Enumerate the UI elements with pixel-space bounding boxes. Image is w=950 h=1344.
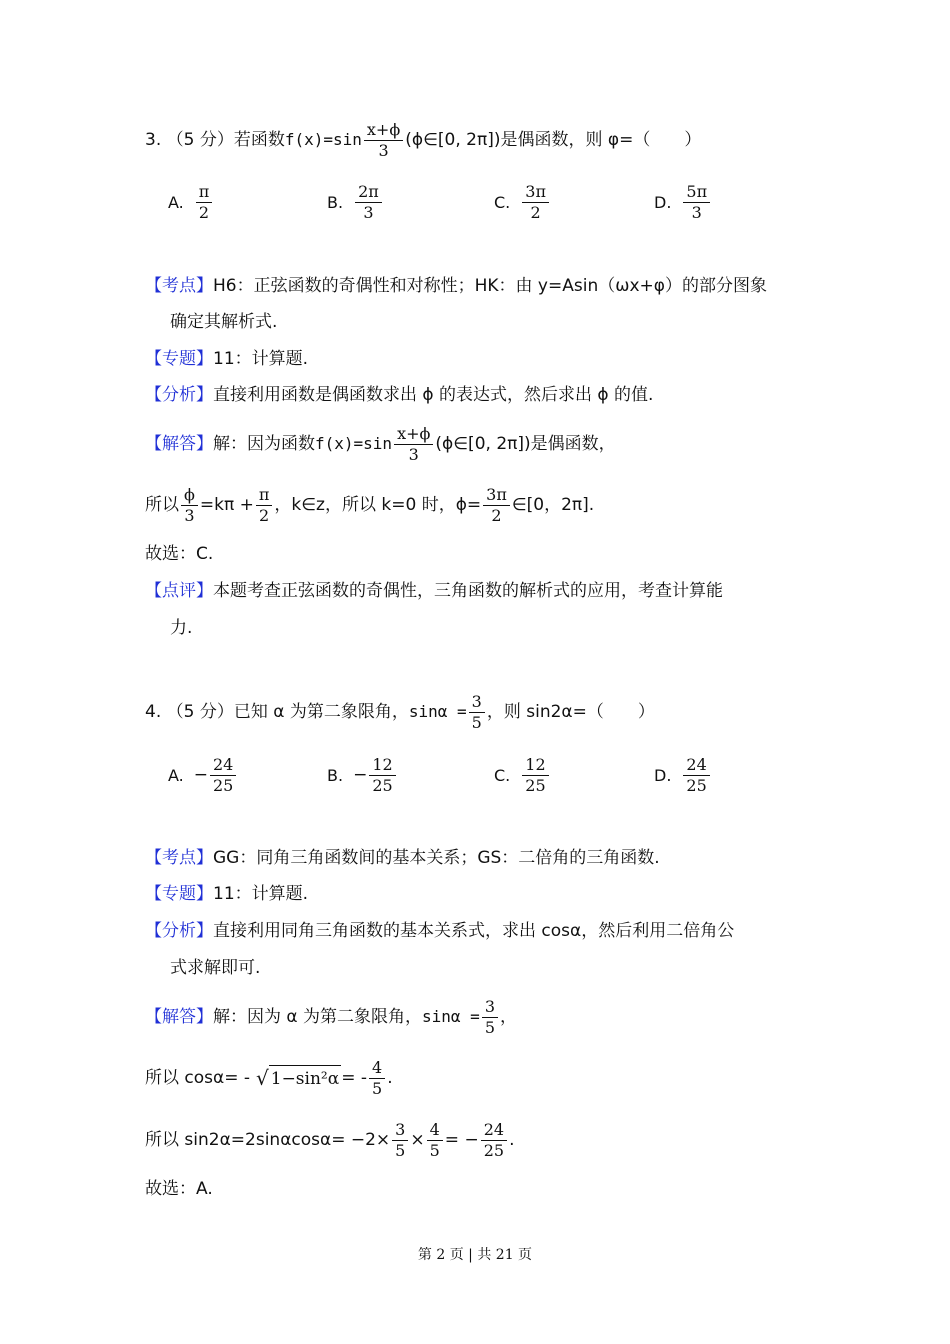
section-text: 解：因为 α 为第二象限角， [213, 1007, 423, 1027]
q3-function: f(x)=sin [284, 130, 362, 149]
q3-answer [145, 541, 213, 567]
option-label: A. [168, 192, 184, 212]
denominator: 5 [484, 1017, 495, 1037]
numerator: 3 [392, 1120, 408, 1141]
numerator: 24 [683, 755, 709, 776]
denominator: 5 [372, 1078, 383, 1098]
q3-option-d [654, 179, 712, 225]
numerator: 4 [369, 1058, 385, 1079]
denominator: 25 [213, 775, 234, 795]
option-label: A. [168, 765, 184, 785]
sign: − [353, 765, 368, 785]
q4-option-c [494, 752, 551, 798]
fraction [469, 692, 485, 733]
numerator: 3π [483, 485, 510, 506]
q3-option-a [168, 179, 214, 225]
q3-fenxi [145, 382, 653, 408]
fraction [522, 182, 549, 223]
q3-zhuanti [145, 346, 308, 372]
numerator: 5π [683, 182, 710, 203]
text: . [387, 1068, 393, 1088]
numerator: π [196, 182, 213, 203]
q3-kaodian-cont [170, 309, 277, 335]
fraction [196, 182, 213, 223]
text: 所以 cosα= - [145, 1068, 250, 1088]
numerator: x+ϕ [364, 120, 403, 141]
text: 所以 [145, 495, 179, 515]
q4-fenxi-cont [170, 955, 260, 981]
denominator: 2 [491, 505, 502, 525]
denominator: 25 [686, 775, 707, 795]
q4-jieda [145, 996, 517, 1037]
option-label: B. [327, 192, 344, 212]
denominator: 5 [471, 712, 482, 732]
option-label: D. [654, 765, 672, 785]
denominator: 25 [483, 1140, 505, 1160]
section-text: 式求解即可. [170, 958, 261, 978]
text: ∈[0，2π]. [511, 495, 595, 515]
text: =kπ + [199, 495, 254, 515]
section-text: 解：因为函数 [213, 434, 315, 454]
fraction [483, 485, 510, 526]
section-text: H6：正弦函数的奇偶性和对称性；HK：由 y=Asin（ωx+φ）的部分图象 [213, 276, 767, 296]
text: = - [341, 1068, 368, 1088]
q4-kaodian [145, 845, 660, 871]
fraction [683, 755, 709, 796]
q3-option-c [494, 179, 551, 225]
section-text: 确定其解析式. [170, 312, 278, 332]
sin-expr: sinα = [408, 702, 467, 721]
section-tag: 【专题】 [145, 349, 213, 369]
numerator: 3π [522, 182, 549, 203]
q3-jieda [145, 423, 616, 464]
fraction [256, 485, 273, 526]
fraction [392, 1120, 408, 1161]
section-text: ， [500, 1007, 517, 1027]
denominator: 3 [408, 444, 419, 464]
numerator: x+ϕ [394, 424, 433, 445]
section-tag: 【分析】 [145, 385, 213, 405]
text: ，k∈z，所以 k=0 时，ϕ= [274, 495, 482, 515]
q4-option-b [327, 752, 398, 798]
q3-solution-step [145, 484, 595, 525]
option-label: C. [494, 192, 511, 212]
numerator: 2π [355, 182, 382, 203]
q4-stem-text: 4. （5 分）已知 α 为第二象限角， [145, 702, 409, 722]
numerator: 12 [522, 755, 548, 776]
q4-step-sin2a [145, 1119, 515, 1160]
fraction [369, 755, 395, 796]
answer-text: 故选：C. [145, 544, 214, 564]
numerator: 3 [469, 692, 485, 713]
q3-kaodian [145, 273, 767, 299]
text: × [410, 1130, 425, 1150]
fraction [481, 1120, 507, 1161]
q3-option-b [327, 179, 384, 225]
fraction [522, 755, 548, 796]
denominator: 5 [429, 1140, 440, 1160]
fraction [369, 1058, 385, 1099]
q4-step-cos [145, 1057, 393, 1098]
section-tag: 【解答】 [145, 434, 213, 454]
q3-dianping [145, 578, 723, 604]
text: . [509, 1130, 515, 1150]
fraction [355, 182, 382, 223]
sin-expr: sinα = [422, 1007, 480, 1026]
fraction [394, 424, 433, 465]
numerator: 12 [369, 755, 395, 776]
numerator: 24 [481, 1120, 507, 1141]
denominator: 3 [691, 202, 702, 222]
section-text: 直接利用同角三角函数的基本关系式，求出 cosα，然后利用二倍角公 [213, 921, 735, 941]
sqrt-radicand: 1−sin²α [269, 1065, 341, 1092]
section-text: 本题考查正弦函数的奇偶性，三角函数的解析式的应用，考查计算能 [213, 581, 723, 601]
denominator: 25 [372, 775, 393, 795]
section-text: 11：计算题. [213, 349, 309, 369]
sign: − [193, 765, 208, 785]
numerator: 4 [427, 1120, 443, 1141]
section-tag: 【解答】 [145, 1007, 213, 1027]
q3-stem-tail: (ϕ∈[0, 2π])是偶函数，则 φ=（ ） [405, 130, 702, 150]
q4-stem-tail: ，则 sin2α=（ ） [486, 702, 655, 722]
denominator: 3 [184, 505, 195, 525]
q4-zhuanti [145, 881, 308, 907]
q3-stem [145, 119, 702, 160]
text: 所以 sin2α=2sinαcosα= −2× [145, 1130, 391, 1150]
section-text: GG：同角三角函数间的基本关系；GS：二倍角的三角函数. [213, 848, 660, 868]
answer-text: 故选：A. [145, 1179, 213, 1199]
fraction [181, 485, 198, 526]
section-text: 力. [170, 618, 193, 638]
option-label: C. [494, 765, 511, 785]
section-tag: 【点评】 [145, 581, 213, 601]
text: = − [444, 1130, 479, 1150]
fraction [482, 997, 498, 1038]
denominator: 5 [395, 1140, 406, 1160]
q4-answer [145, 1176, 213, 1202]
numerator: 3 [482, 997, 498, 1018]
denominator: 25 [525, 775, 546, 795]
fraction [364, 120, 403, 161]
q4-option-d [654, 752, 712, 798]
q3-stem-text: 3. （5 分）若函数 [145, 130, 285, 150]
option-label: D. [654, 192, 672, 212]
numerator: 24 [210, 755, 236, 776]
denominator: 2 [198, 202, 210, 222]
numerator: π [256, 485, 273, 506]
q4-fenxi [145, 918, 734, 944]
denominator: 3 [378, 140, 389, 160]
function: f(x)=sin [315, 434, 393, 453]
page-footer: 第 2 页 | 共 21 页 [417, 1247, 533, 1263]
option-label: B. [327, 765, 344, 785]
q3-dianping-cont [170, 615, 192, 641]
fraction [427, 1120, 443, 1161]
denominator: 2 [530, 202, 541, 222]
section-tag: 【考点】 [145, 848, 213, 868]
denominator: 2 [259, 505, 270, 525]
section-tag: 【专题】 [145, 884, 213, 904]
q4-stem [145, 691, 655, 732]
section-text: 直接利用函数是偶函数求出 ϕ 的表达式，然后求出 ϕ 的值. [213, 385, 654, 405]
numerator: ϕ [181, 485, 198, 506]
section-tag: 【分析】 [145, 921, 213, 941]
fraction [683, 182, 710, 223]
q4-option-a [168, 752, 238, 798]
section-text: (ϕ∈[0, 2π])是偶函数， [435, 434, 616, 454]
fraction [210, 755, 236, 796]
denominator: 3 [363, 202, 374, 222]
section-text: 11：计算题. [213, 884, 309, 904]
section-tag: 【考点】 [145, 276, 213, 296]
sqrt-icon: √ [256, 1066, 269, 1090]
